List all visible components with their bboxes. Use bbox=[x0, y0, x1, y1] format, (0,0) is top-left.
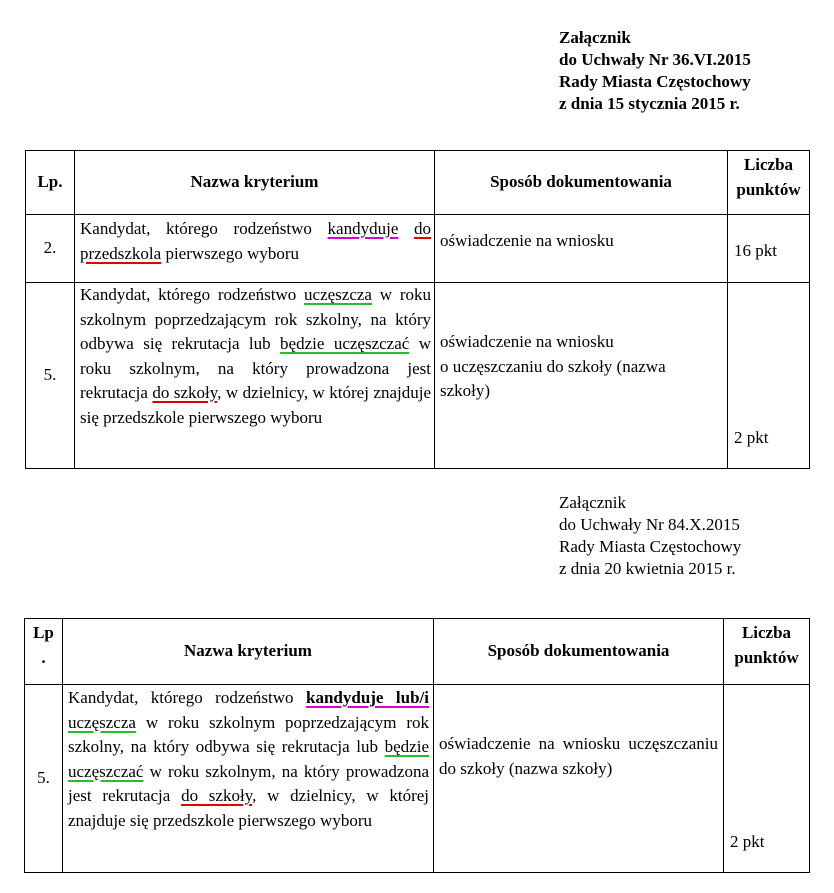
points-value: 2 pkt bbox=[728, 283, 810, 469]
highlight-red: do szkoły bbox=[152, 383, 218, 402]
highlight-magenta: kandyduje lub/i bbox=[306, 688, 430, 707]
points-value: 2 pkt bbox=[724, 685, 810, 873]
documentation-method: oświadczenie na wniosku o uczęszczaniu do szkoły (nazwa szkoły) bbox=[435, 283, 728, 469]
highlight-green: uczęszcza bbox=[68, 712, 136, 732]
table-row bbox=[25, 685, 810, 873]
annex-title: Załącznik bbox=[559, 28, 631, 47]
council-name: Rady Miasta Częstochowy bbox=[559, 537, 742, 556]
row-number: 5. bbox=[26, 283, 75, 469]
points-value: 16 pkt bbox=[728, 215, 810, 283]
resolution-date: z dnia 20 kwietnia 2015 r. bbox=[559, 559, 736, 578]
criterion-text: Kandydat, którego rodzeństwo uczęszcza w roku szkolnym poprzedzającym rok szkolny, na który odbywa się rekrutacja lub będzie uczęszczać w roku szkolnym, na który prowadzona jest rekrutacja do szkoły, w dzielnicy, w której znajduje się przedszkole pierwszego wyboru bbox=[75, 283, 435, 469]
resolution-number: do Uchwały Nr 36.VI.2015 bbox=[559, 50, 751, 69]
resolution-date: z dnia 15 stycznia 2015 r. bbox=[559, 94, 740, 113]
table-row bbox=[26, 283, 810, 469]
documentation-method: oświadczenie na wniosku uczęszczaniu do szkoły (nazwa szkoły) bbox=[434, 685, 724, 873]
header-lp: Lp . bbox=[25, 619, 63, 685]
resolution-number: do Uchwały Nr 84.X.2015 bbox=[559, 515, 740, 534]
header-points: Liczba punktów bbox=[728, 151, 810, 215]
header-points: Liczba punktów bbox=[724, 619, 810, 685]
council-name: Rady Miasta Częstochowy bbox=[559, 72, 751, 91]
table-row bbox=[26, 215, 810, 283]
highlight-red: do przedszkola bbox=[80, 219, 432, 263]
annex-header-2 bbox=[559, 492, 741, 580]
highlight-magenta: kandyduje bbox=[327, 219, 399, 238]
criteria-table-2 bbox=[24, 618, 810, 873]
criteria-table-1 bbox=[25, 150, 810, 469]
criterion-text: Kandydat, którego rodzeństwo kandyduje lub/i uczęszcza w roku szkolnym poprzedzającym rok szkolny, na który odbywa się rekrutacja lub będzie uczęszczać w roku szkolnym, na który prowadzona jest rekrutacja do szkoły, w dzielnicy, w której znajduje się przedszkole pierwszego wyboru bbox=[63, 685, 434, 873]
documentation-method: oświadczenie na wniosku bbox=[435, 215, 728, 283]
table-header-row bbox=[25, 619, 810, 685]
highlight-green: będzie uczęszczać bbox=[68, 737, 429, 781]
row-number: 2. bbox=[26, 215, 75, 283]
highlight-green: będzie uczęszczać bbox=[280, 334, 410, 353]
highlight-green: uczęszcza bbox=[304, 285, 372, 304]
header-documentation: Sposób dokumentowania bbox=[435, 151, 728, 215]
row-number: 5. bbox=[25, 685, 63, 873]
header-documentation: Sposób dokumentowania bbox=[434, 619, 724, 685]
criterion-text: Kandydat, którego rodzeństwo kandyduje do przedszkola pierwszego wyboru bbox=[75, 215, 435, 283]
table-header-row bbox=[26, 151, 810, 215]
annex-header-1 bbox=[559, 27, 751, 115]
header-lp: Lp. bbox=[26, 151, 75, 215]
header-criterion-name: Nazwa kryterium bbox=[75, 151, 435, 215]
highlight-red: do szkoły bbox=[181, 786, 253, 805]
header-criterion-name: Nazwa kryterium bbox=[63, 619, 434, 685]
annex-title: Załącznik bbox=[559, 493, 627, 512]
